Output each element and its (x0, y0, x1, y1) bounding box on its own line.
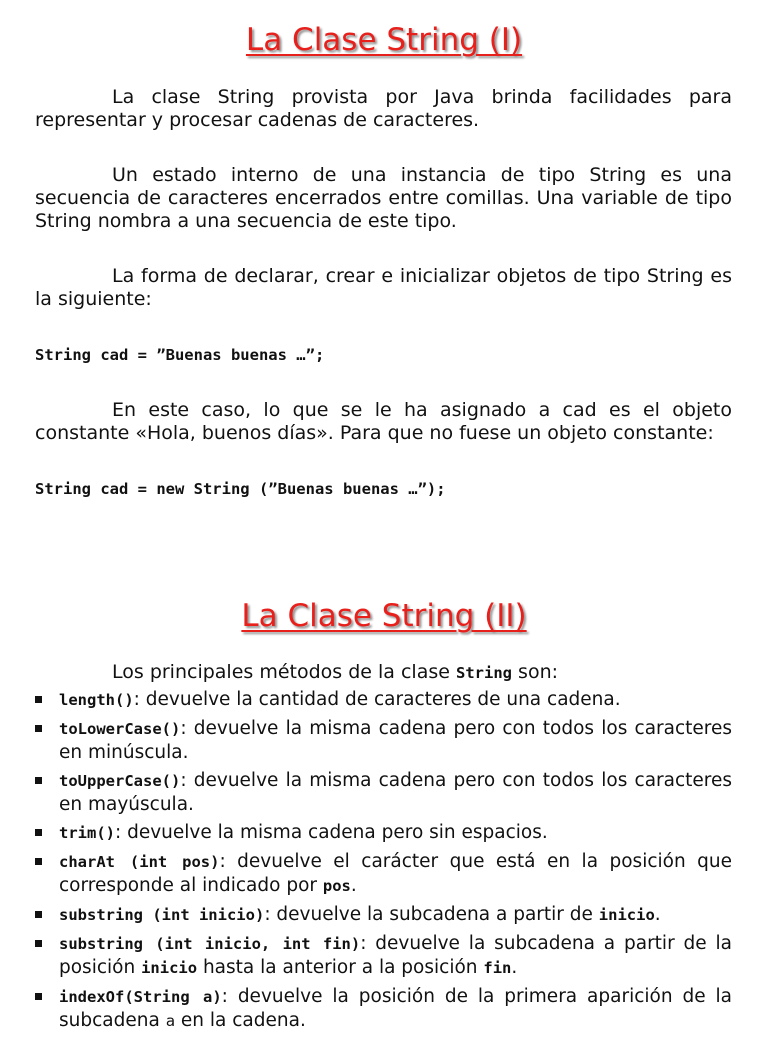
bullet-icon (35, 696, 42, 703)
method-description: : devuelve la cantidad de caracteres de una cadena. (133, 689, 621, 710)
paragraph-1: La clase String provista por Java brinda facilidades para representar y procesar cadenas de caracteres. (35, 86, 732, 131)
intro-text-after: son: (512, 661, 559, 683)
bullet-icon (35, 725, 42, 732)
intro-code: String (456, 664, 512, 682)
methods-intro (112, 661, 558, 685)
list-item (0, 821, 732, 845)
method-signature: length() (59, 691, 134, 709)
method-signature: indexOf(String a) (59, 988, 222, 1006)
method-signature: toLowerCase() (59, 720, 181, 738)
list-item (0, 769, 732, 816)
paragraph-3: La forma de declarar, crear e inicializar objetos de tipo String es la siguiente: (35, 265, 732, 310)
inline-code: pos (322, 877, 351, 895)
list-item (0, 903, 732, 927)
method-description: : devuelve la misma cadena pero con todos los caracteres en minúscula. (59, 718, 732, 763)
section2-title: La Clase String (II) (241, 598, 527, 634)
method-signature: trim() (59, 824, 115, 842)
list-item (0, 850, 732, 898)
method-description: : devuelve la misma cadena pero con todos los caracteres en mayúscula. (59, 770, 732, 815)
method-tail: . (350, 875, 357, 896)
bullet-icon (35, 911, 42, 918)
bullet-icon (35, 993, 42, 1000)
method-signature: substring (int inicio) (59, 906, 265, 924)
method-description: : devuelve la misma cadena pero sin espacios. (115, 822, 548, 843)
bullet-icon (35, 940, 42, 947)
inline-code: inicio (598, 906, 655, 924)
method-description: : devuelve la subcadena a partir de (264, 904, 599, 925)
method-signature: substring (int inicio, int fin) (59, 935, 361, 953)
method-tail: . (511, 957, 518, 978)
inline-code-2: fin (483, 959, 512, 977)
inline-code: a (165, 1012, 176, 1030)
code-line-2: String cad = new String (”Buenas buenas …”); (35, 480, 446, 498)
intro-text-before: Los principales métodos de la clase (112, 661, 456, 683)
bullet-icon (35, 777, 42, 784)
method-signature: charAt (int pos) (59, 853, 220, 871)
method-signature: toUpperCase() (59, 772, 181, 790)
code-line-1: String cad = ”Buenas buenas …”; (35, 346, 325, 364)
method-description: : devuelve la subcadena a partir de la posición (59, 933, 732, 978)
methods-list (0, 688, 768, 1038)
list-item (0, 932, 732, 980)
inline-code: inicio (141, 959, 198, 977)
paragraph-2: Un estado interno de una instancia de tipo String es una secuencia de caracteres encerrados entre comillas. Una variable de tipo String nombra a una secuencia de este tipo. (35, 164, 732, 232)
section1-title: La Clase String (I) (245, 22, 523, 58)
method-tail: . (654, 904, 661, 925)
list-item (0, 688, 732, 712)
bullet-icon (35, 858, 42, 865)
paragraph-4: En este caso, lo que se le ha asignado a cad es el objeto constante «Hola, buenos días». Para que no fuese un objeto constante: (35, 399, 732, 444)
bullet-icon (35, 829, 42, 836)
method-middle: hasta la anterior a la posición (197, 957, 484, 978)
method-description: : devuelve la posición de la primera aparición de la subcadena (59, 986, 732, 1031)
method-description: : devuelve el carácter que está en la posición que corresponde al indicado por (59, 851, 732, 896)
method-tail: en la cadena. (175, 1010, 306, 1031)
list-item (0, 717, 732, 764)
list-item (0, 985, 732, 1033)
